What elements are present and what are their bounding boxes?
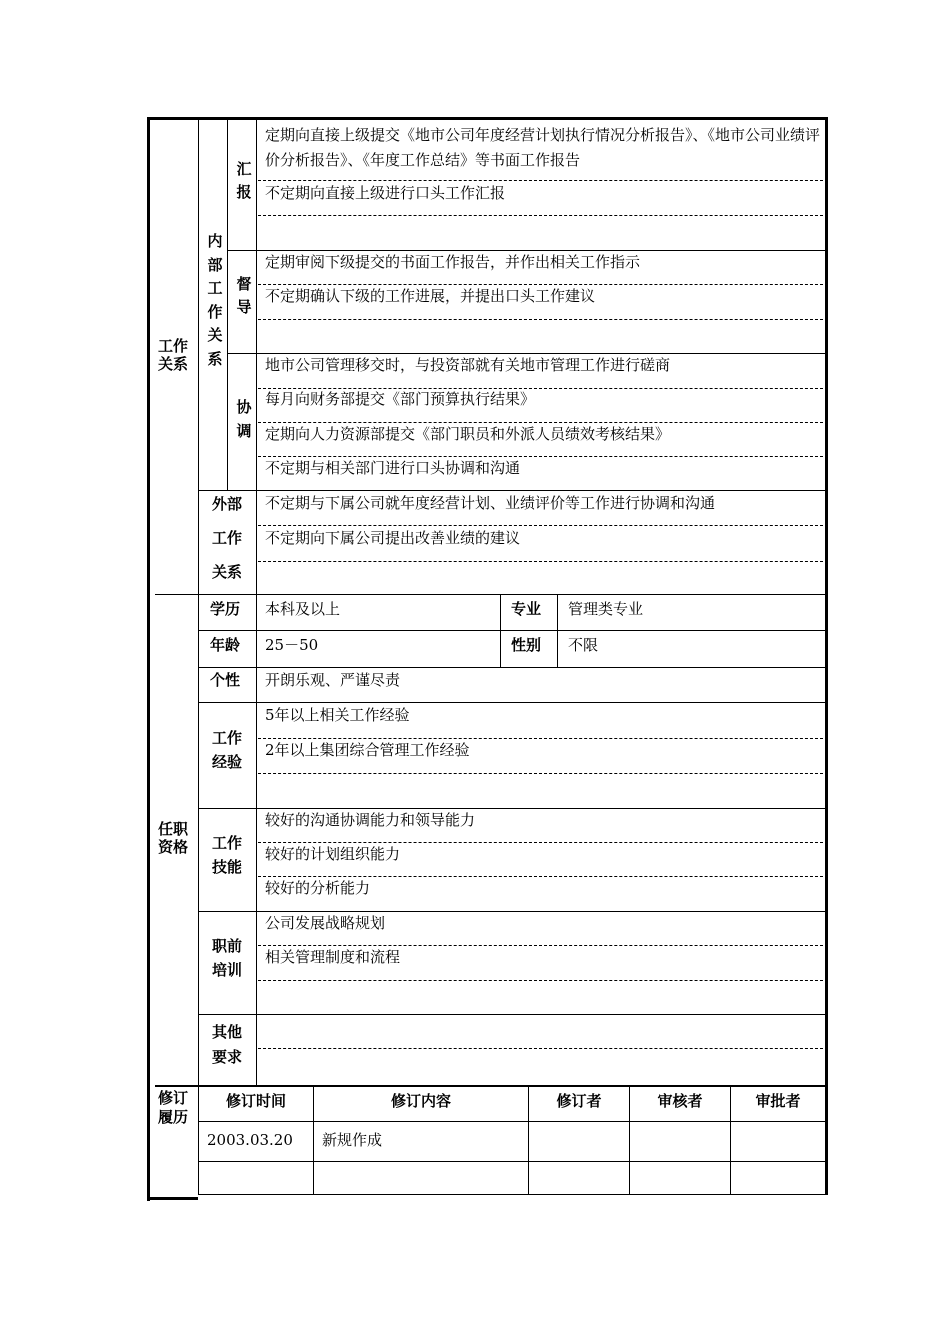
- rev-header-reviewer: 审核者: [657, 1092, 703, 1110]
- experience-label-2: 经验: [211, 753, 242, 771]
- vline-major-value: [557, 595, 558, 667]
- training-label-1: 职前: [211, 937, 242, 955]
- experience-dash-1: [258, 738, 823, 739]
- hline-q5: [198, 911, 825, 912]
- frame-top: [147, 117, 828, 120]
- report-item-1: 定期向直接上级提交《地市公司年度经营计划执行情况分析报告》、《地市公司业绩评价分析报告》、《年度工作总结》等书面工作报告: [265, 126, 821, 169]
- coordinate-dash-1: [258, 388, 823, 389]
- vline-content: [256, 120, 257, 1086]
- internal-relations-label: 内部工作关系: [207, 232, 223, 368]
- skills-dash-2: [258, 876, 823, 877]
- vline-col2: [227, 120, 228, 490]
- report-dash-1: [258, 180, 823, 181]
- skills-label-1: 工作: [211, 834, 242, 852]
- hline-q3: [198, 702, 825, 703]
- experience-label-1: 工作: [211, 729, 242, 747]
- supervise-item-2: 不定期确认下级的工作进展，并提出口头工作建议: [265, 287, 596, 305]
- experience-dash-2: [258, 773, 823, 774]
- frame-bottom: [198, 1194, 826, 1195]
- external-relations-label-3: 关系: [211, 563, 242, 581]
- external-relations-label-2: 工作: [211, 529, 242, 547]
- gender-label: 性别: [510, 636, 541, 654]
- major-value: 管理类专业: [568, 600, 644, 618]
- training-item-2: 相关管理制度和流程: [265, 948, 401, 966]
- revision-label-2: 履历: [157, 1108, 188, 1126]
- rev-header-time: 修订时间: [225, 1092, 286, 1110]
- skills-item-3: 较好的分析能力: [265, 879, 371, 897]
- other-dash-1: [258, 1048, 823, 1049]
- skills-label-2: 技能: [211, 858, 242, 876]
- rev-header-approver: 审批者: [755, 1092, 801, 1110]
- personality-value: 开朗乐观、严谨尽责: [265, 671, 401, 689]
- vline-major: [500, 595, 501, 667]
- training-item-1: 公司发展战略规划: [265, 914, 386, 932]
- experience-item-2: 2年以上集团综合管理工作经验: [265, 741, 470, 759]
- skills-dash-1: [258, 842, 823, 843]
- hline-q4: [198, 808, 825, 809]
- supervise-dash-1: [258, 284, 823, 285]
- skills-item-2: 较好的计划组织能力: [265, 845, 401, 863]
- report-item-2: 不定期向直接上级进行口头工作汇报: [265, 184, 506, 202]
- coordinate-label: 协调: [236, 398, 252, 440]
- frame-right: [825, 117, 828, 1195]
- coordinate-dash-3: [258, 456, 823, 457]
- external-dash-2: [258, 561, 823, 562]
- major-label: 专业: [510, 600, 541, 618]
- coordinate-item-1: 地市公司管理移交时，与投资部就有关地市管理工作进行磋商: [265, 356, 671, 374]
- coordinate-item-4: 不定期与相关部门进行口头协调和沟通: [265, 459, 521, 477]
- education-value: 本科及以上: [265, 600, 341, 618]
- training-dash-1: [258, 945, 823, 946]
- gender-value: 不限: [568, 636, 599, 654]
- supervise-dash-2: [258, 319, 823, 320]
- personality-label: 个性: [209, 671, 240, 689]
- supervise-item-1: 定期审阅下级提交的书面工作报告，并作出相关工作指示: [265, 253, 641, 271]
- education-label: 学历: [209, 600, 240, 618]
- report-dash-2: [258, 215, 823, 216]
- rev-header-content: 修订内容: [390, 1092, 451, 1110]
- work-relations-label: 工作关系: [157, 337, 188, 373]
- hline-supervise-end: [227, 353, 825, 354]
- rev-row1-content: 新规作成: [322, 1131, 383, 1149]
- qualifications-label: 任职资格: [157, 820, 188, 856]
- other-label-1: 其他: [211, 1023, 242, 1041]
- external-item-1: 不定期与下属公司就年度经营计划、业绩评价等工作进行协调和沟通: [265, 494, 716, 512]
- coordinate-dash-2: [258, 422, 823, 423]
- supervise-label: 督导: [236, 275, 252, 316]
- coordinate-item-2: 每月向财务部提交《部门预算执行结果》: [265, 390, 536, 408]
- rev-row1-time: 2003.03.20: [207, 1131, 293, 1149]
- report-label: 汇报: [236, 160, 252, 201]
- external-dash-1: [258, 525, 823, 526]
- rev-header-reviser: 修订者: [556, 1092, 602, 1110]
- vline-col1: [198, 120, 199, 1195]
- hline-report-end: [227, 250, 825, 251]
- hline-q6: [198, 1014, 825, 1015]
- hline-q1: [198, 630, 825, 631]
- age-label: 年龄: [209, 636, 240, 654]
- external-relations-label-1: 外部: [211, 495, 242, 513]
- frame-left: [147, 117, 150, 1201]
- external-item-2: 不定期向下属公司提出改善业绩的建议: [265, 529, 521, 547]
- hline-internal-end: [198, 490, 825, 491]
- training-dash-2: [258, 980, 823, 981]
- training-label-2: 培训: [211, 961, 242, 979]
- hline-q2: [198, 667, 825, 668]
- skills-item-1: 较好的沟通协调能力和领导能力: [265, 811, 476, 829]
- revision-label-1: 修订: [157, 1089, 188, 1107]
- coordinate-item-3: 定期向人力资源部提交《部门职员和外派人员绩效考核结果》: [265, 425, 671, 443]
- frame-bottom-left: [147, 1197, 198, 1200]
- age-value: 25－50: [265, 636, 319, 654]
- experience-item-1: 5年以上相关工作经验: [265, 706, 410, 724]
- other-label-2: 要求: [211, 1048, 242, 1066]
